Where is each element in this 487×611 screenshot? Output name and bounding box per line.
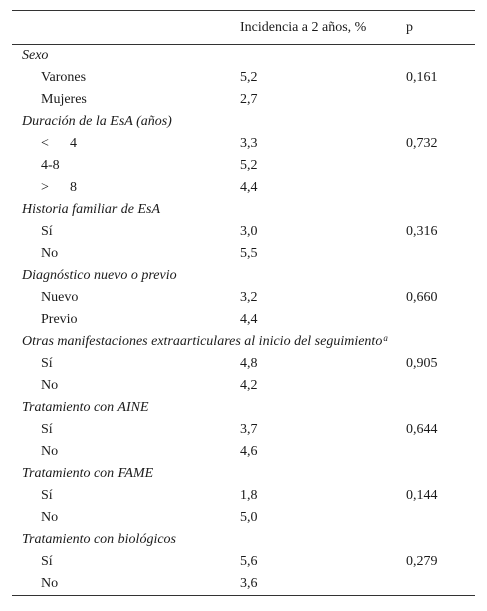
row-label-text: No [41,444,59,459]
table-row [12,485,475,507]
incidence-value: 4,4 [240,180,258,195]
category-row [12,397,475,419]
p-value: 0,660 [406,290,438,305]
header-row [12,11,475,44]
row-label-text: No [41,246,59,261]
row-label-text: Varones [41,70,87,85]
row-label-text: 4 [70,136,77,151]
p-value: 0,905 [406,356,438,371]
category-row [12,199,475,221]
row-label [41,441,58,463]
row-label-text: No [41,576,59,591]
category-row [12,529,475,551]
p-value: 0,644 [406,422,438,437]
row-label [41,221,53,243]
row-label [41,287,78,309]
row-label [41,507,58,529]
p-value: 0,732 [406,136,438,151]
incidence-value: 3,0 [240,224,258,239]
p-value: 0,279 [406,554,438,569]
incidence-value: 3,2 [240,290,258,305]
table-row [12,551,475,573]
data-table [12,10,475,596]
table-row [12,353,475,375]
category-row [12,331,475,353]
category-label-text: Otras manifestaciones extraarticulares al inicio del seguimiento [22,334,383,349]
incidence-value: 5,2 [240,70,258,85]
row-label [41,133,77,155]
category-label [22,265,177,287]
row-label [41,67,86,89]
row-label-text: Mujeres [41,92,87,107]
incidence-value: 5,0 [240,510,258,525]
category-label [22,45,48,67]
row-label [41,573,58,595]
row-label-text: Sí [41,422,53,437]
table-body [12,45,475,595]
row-label-text: Sí [41,224,53,239]
incidence-value: 4,4 [240,312,258,327]
category-row [12,463,475,485]
incidence-value: 1,8 [240,488,258,503]
row-label [41,551,53,573]
category-label [22,529,176,551]
incidence-value: 5,2 [240,158,258,173]
row-label-text: Previo [41,312,78,327]
category-label-text: Duración de la EsA (años) [22,114,172,129]
row-label-text: Sí [41,356,53,371]
category-label [22,463,153,485]
category-label-text: Diagnóstico nuevo o previo [22,268,177,283]
category-label [22,397,149,419]
incidence-value: 3,6 [240,576,258,591]
table-row [12,177,475,199]
footnote-marker: a [383,333,388,343]
row-label [41,353,53,375]
row-label [41,485,53,507]
row-label [41,419,53,441]
category-label-text: Sexo [22,48,49,63]
header-cell-incidence: Incidencia a 2 años, % [240,20,367,35]
table-row [12,221,475,243]
table-row [12,67,475,89]
table-row [12,309,475,331]
category-row [12,111,475,133]
table-row [12,133,475,155]
p-value: 0,144 [406,488,438,503]
category-label [22,111,172,133]
row-label-text: 4-8 [41,158,60,173]
row-label-text: 8 [70,180,77,195]
row-label [41,375,58,397]
table-row [12,375,475,397]
incidence-value: 4,6 [240,444,258,459]
incidence-value: 5,6 [240,554,258,569]
header-cell-p: p [406,20,413,35]
row-label [41,89,87,111]
p-value: 0,316 [406,224,438,239]
category-label-text: Tratamiento con biológicos [22,532,176,547]
category-label-text: Historia familiar de EsA [22,202,161,217]
category-label [22,199,160,221]
row-label-text: No [41,378,59,393]
comparison-symbol: < [41,136,49,151]
incidence-value: 3,3 [240,136,258,151]
bottom-rule [12,595,475,596]
category-row [12,45,475,67]
incidence-value: 2,7 [240,92,258,107]
row-label-text: No [41,510,59,525]
incidence-value: 4,2 [240,378,258,393]
table-row [12,155,475,177]
category-label-text: Tratamiento con AINE [22,400,149,415]
p-value: 0,161 [406,70,438,85]
table-row [12,573,475,595]
category-label-text: Tratamiento con FAME [22,466,154,481]
row-label [41,177,77,199]
table-row [12,419,475,441]
table-row [12,287,475,309]
table-row [12,507,475,529]
incidence-value: 4,8 [240,356,258,371]
incidence-value: 3,7 [240,422,258,437]
category-label [22,331,388,353]
row-label-text: Nuevo [41,290,79,305]
row-label-text: Sí [41,554,53,569]
row-label [41,155,60,177]
table-row [12,441,475,463]
row-label-text: Sí [41,488,53,503]
table-row [12,243,475,265]
table-row [12,89,475,111]
incidence-value: 5,5 [240,246,258,261]
row-label [41,309,78,331]
row-label [41,243,58,265]
comparison-symbol: > [41,180,49,195]
category-row [12,265,475,287]
